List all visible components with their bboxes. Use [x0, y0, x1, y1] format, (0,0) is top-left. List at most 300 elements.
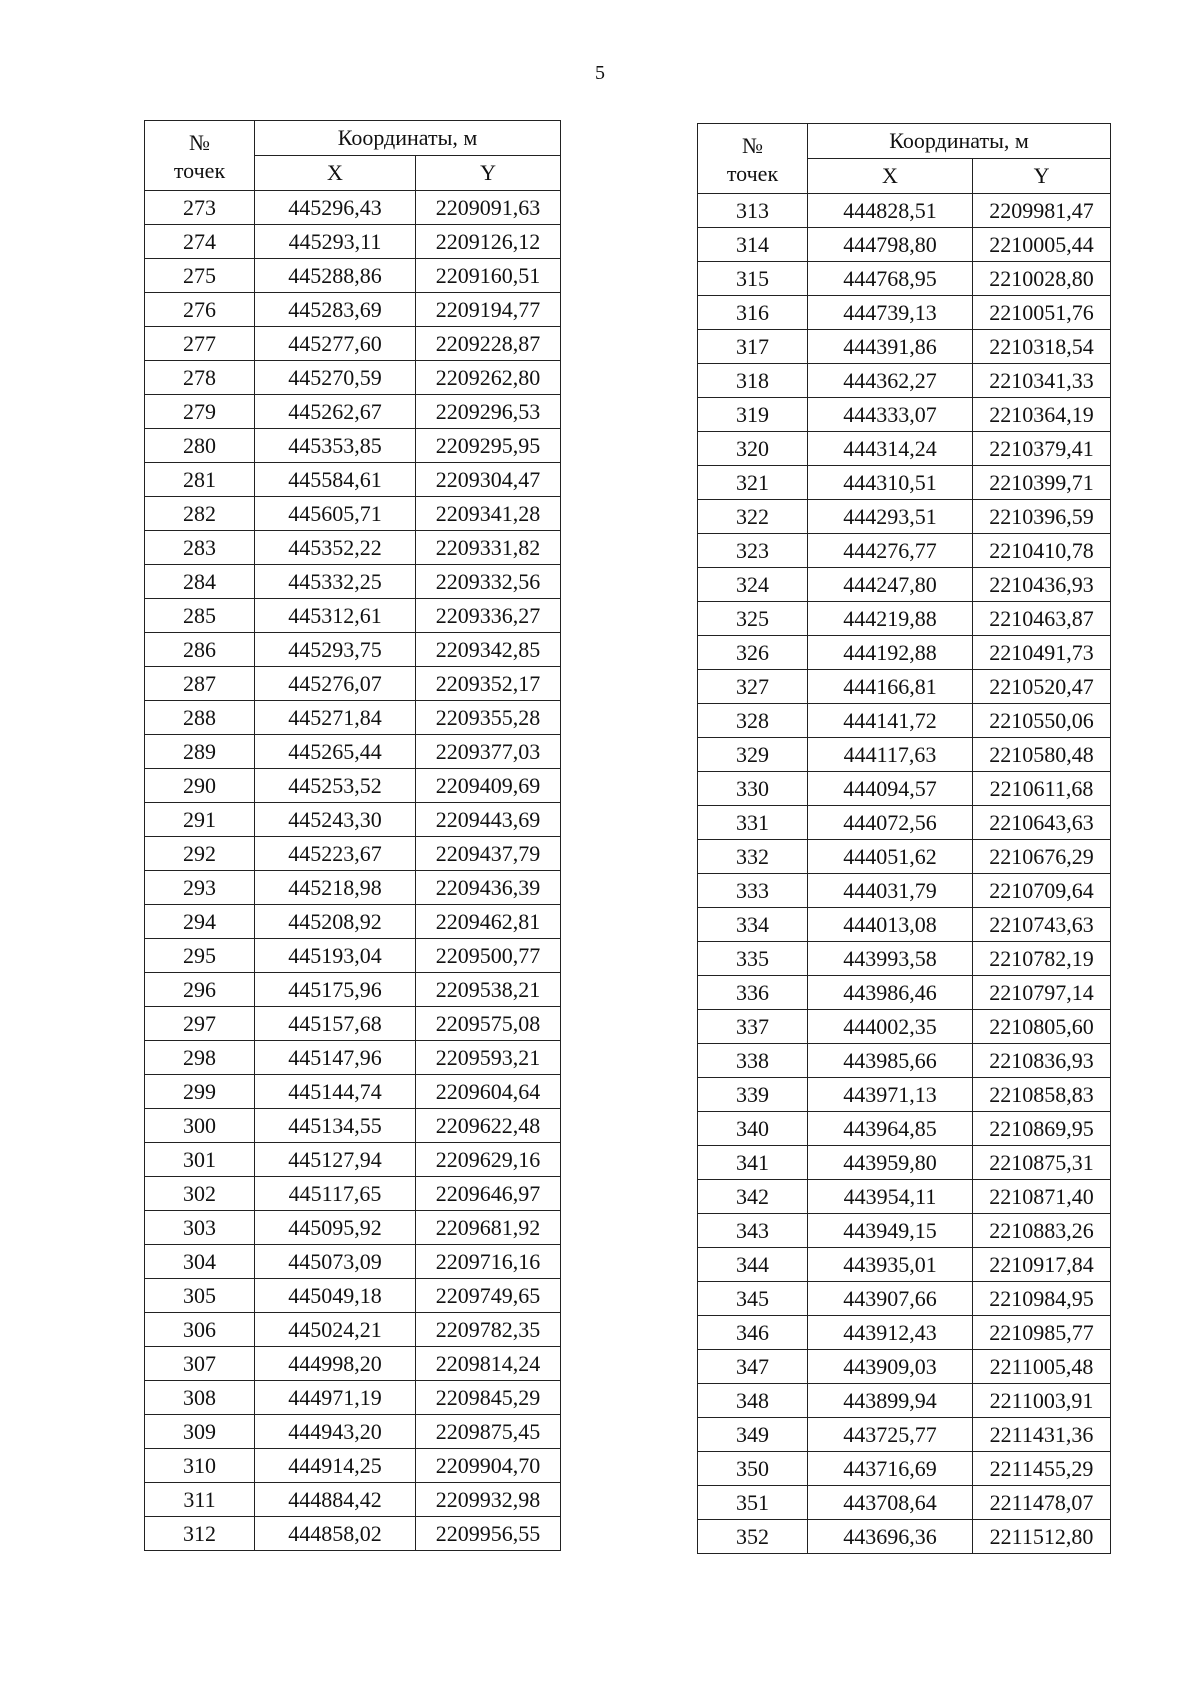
- point-number-cell: 316: [698, 296, 808, 330]
- y-coordinate-cell: 2209462,81: [416, 905, 561, 939]
- x-coordinate-cell: 445605,71: [255, 497, 416, 531]
- point-number-cell: 294: [145, 905, 255, 939]
- point-number-cell: 352: [698, 1520, 808, 1554]
- point-number-cell: 282: [145, 497, 255, 531]
- point-number-cell: 283: [145, 531, 255, 565]
- x-coordinate-cell: 443935,01: [808, 1248, 973, 1282]
- x-coordinate-cell: 445332,25: [255, 565, 416, 599]
- y-coordinate-cell: 2210782,19: [973, 942, 1111, 976]
- table-row: [145, 1041, 561, 1075]
- point-number-cell: 325: [698, 602, 808, 636]
- table-row: [698, 500, 1111, 534]
- table-row: [145, 1143, 561, 1177]
- y-coordinate-cell: 2210883,26: [973, 1214, 1111, 1248]
- point-number-cell: 311: [145, 1483, 255, 1517]
- x-coordinate-cell: 445134,55: [255, 1109, 416, 1143]
- y-coordinate-cell: 2209304,47: [416, 463, 561, 497]
- point-number-cell: 349: [698, 1418, 808, 1452]
- point-number-cell: 307: [145, 1347, 255, 1381]
- x-coordinate-cell: 445293,75: [255, 633, 416, 667]
- point-number-cell: 284: [145, 565, 255, 599]
- x-coordinate-cell: 445283,69: [255, 293, 416, 327]
- point-number-cell: 300: [145, 1109, 255, 1143]
- table-row: [698, 466, 1111, 500]
- x-coordinate-cell: 445223,67: [255, 837, 416, 871]
- y-coordinate-cell: 2210858,83: [973, 1078, 1111, 1112]
- point-number-cell: 275: [145, 259, 255, 293]
- table-row: [145, 803, 561, 837]
- y-coordinate-cell: 2209622,48: [416, 1109, 561, 1143]
- y-coordinate-cell: 2209437,79: [416, 837, 561, 871]
- point-number-cell: 344: [698, 1248, 808, 1282]
- table-row: [698, 228, 1111, 262]
- point-number-cell: 301: [145, 1143, 255, 1177]
- table-row: [145, 599, 561, 633]
- coordinates-table-left: [144, 120, 561, 1551]
- point-number-cell: 304: [145, 1245, 255, 1279]
- point-number-cell: 274: [145, 225, 255, 259]
- point-number-cell: 309: [145, 1415, 255, 1449]
- table-row: [145, 1483, 561, 1517]
- table-row: [698, 1146, 1111, 1180]
- y-coordinate-cell: 2210869,95: [973, 1112, 1111, 1146]
- point-number-cell: 296: [145, 973, 255, 1007]
- point-number-cell: 338: [698, 1044, 808, 1078]
- table-row: [698, 1452, 1111, 1486]
- y-coordinate-cell: 2209091,63: [416, 191, 561, 225]
- x-coordinate-cell: 443985,66: [808, 1044, 973, 1078]
- x-coordinate-cell: 444828,51: [808, 194, 973, 228]
- y-coordinate-cell: 2209875,45: [416, 1415, 561, 1449]
- point-number-cell: 314: [698, 228, 808, 262]
- point-number-cell: 312: [145, 1517, 255, 1551]
- x-coordinate-cell: 445127,94: [255, 1143, 416, 1177]
- x-coordinate-cell: 445024,21: [255, 1313, 416, 1347]
- table-row: [145, 361, 561, 395]
- x-coordinate-cell: 443993,58: [808, 942, 973, 976]
- y-coordinate-cell: 2209646,97: [416, 1177, 561, 1211]
- table-row: [145, 837, 561, 871]
- table-row: [698, 806, 1111, 840]
- x-coordinate-cell: 443959,80: [808, 1146, 973, 1180]
- x-coordinate-cell: 445288,86: [255, 259, 416, 293]
- y-coordinate-cell: 2209716,16: [416, 1245, 561, 1279]
- point-number-cell: 288: [145, 701, 255, 735]
- x-coordinate-cell: 445117,65: [255, 1177, 416, 1211]
- point-number-cell: 290: [145, 769, 255, 803]
- y-coordinate-cell: 2209336,27: [416, 599, 561, 633]
- y-coordinate-cell: 2210797,14: [973, 976, 1111, 1010]
- table-row: [145, 1415, 561, 1449]
- table-row: [698, 262, 1111, 296]
- y-coordinate-cell: 2209904,70: [416, 1449, 561, 1483]
- point-number-cell: 295: [145, 939, 255, 973]
- point-number-header: [145, 121, 255, 191]
- point-number-cell: 339: [698, 1078, 808, 1112]
- point-number-cell: 315: [698, 262, 808, 296]
- x-coordinate-cell: 444247,80: [808, 568, 973, 602]
- table-row: [145, 1347, 561, 1381]
- table-row: [145, 905, 561, 939]
- table-row: [698, 738, 1111, 772]
- table-row: [145, 701, 561, 735]
- table-row: [145, 293, 561, 327]
- point-number-cell: 323: [698, 534, 808, 568]
- x-coordinate-cell: 443899,94: [808, 1384, 973, 1418]
- point-number-cell: 317: [698, 330, 808, 364]
- table-row: [698, 976, 1111, 1010]
- y-coordinate-cell: 2210005,44: [973, 228, 1111, 262]
- point-number-cell: 345: [698, 1282, 808, 1316]
- point-number-cell: 329: [698, 738, 808, 772]
- y-coordinate-cell: 2211512,80: [973, 1520, 1111, 1554]
- y-coordinate-cell: 2210410,78: [973, 534, 1111, 568]
- table-row: [698, 1384, 1111, 1418]
- point-number-cell: 293: [145, 871, 255, 905]
- table-row: [698, 704, 1111, 738]
- x-coordinate-cell: 444798,80: [808, 228, 973, 262]
- point-number-cell: 322: [698, 500, 808, 534]
- point-number-cell: 319: [698, 398, 808, 432]
- table-row: [145, 633, 561, 667]
- table-row: [698, 1418, 1111, 1452]
- y-coordinate-cell: 2210985,77: [973, 1316, 1111, 1350]
- x-coordinate-cell: 445293,11: [255, 225, 416, 259]
- y-coordinate-cell: 2209377,03: [416, 735, 561, 769]
- point-number-cell: 320: [698, 432, 808, 466]
- x-coordinate-cell: 443912,43: [808, 1316, 973, 1350]
- table-row: [145, 1007, 561, 1041]
- x-coordinate-cell: 445144,74: [255, 1075, 416, 1109]
- x-header: X: [808, 159, 973, 194]
- y-coordinate-cell: 2209500,77: [416, 939, 561, 973]
- y-coordinate-cell: 2210364,19: [973, 398, 1111, 432]
- point-number-cell: 289: [145, 735, 255, 769]
- point-number-cell: 336: [698, 976, 808, 1010]
- y-coordinate-cell: 2209538,21: [416, 973, 561, 1007]
- y-coordinate-cell: 2209443,69: [416, 803, 561, 837]
- point-number-cell: 306: [145, 1313, 255, 1347]
- x-coordinate-cell: 445095,92: [255, 1211, 416, 1245]
- table-row: [698, 874, 1111, 908]
- x-coordinate-cell: 443716,69: [808, 1452, 973, 1486]
- y-header: Y: [973, 159, 1111, 194]
- point-number-cell: 281: [145, 463, 255, 497]
- x-coordinate-cell: 445049,18: [255, 1279, 416, 1313]
- y-coordinate-cell: 2210743,63: [973, 908, 1111, 942]
- table-row: [698, 568, 1111, 602]
- table-row: [698, 194, 1111, 228]
- table-row: [698, 772, 1111, 806]
- x-coordinate-cell: 444310,51: [808, 466, 973, 500]
- table-row: [698, 1010, 1111, 1044]
- point-number-cell: 351: [698, 1486, 808, 1520]
- coordinates-header: Координаты, м: [808, 124, 1111, 159]
- y-coordinate-cell: 2210028,80: [973, 262, 1111, 296]
- y-coordinate-cell: 2209262,80: [416, 361, 561, 395]
- point-number-symbol: №: [189, 130, 210, 155]
- point-number-cell: 342: [698, 1180, 808, 1214]
- x-coordinate-cell: 443964,85: [808, 1112, 973, 1146]
- x-coordinate-cell: 444013,08: [808, 908, 973, 942]
- table-row: [698, 1316, 1111, 1350]
- point-number-cell: 332: [698, 840, 808, 874]
- y-coordinate-cell: 2209342,85: [416, 633, 561, 667]
- point-number-cell: 287: [145, 667, 255, 701]
- y-coordinate-cell: 2209332,56: [416, 565, 561, 599]
- x-coordinate-cell: 444031,79: [808, 874, 973, 908]
- x-coordinate-cell: 445277,60: [255, 327, 416, 361]
- table-row: [145, 1517, 561, 1551]
- table-row: [698, 330, 1111, 364]
- x-coordinate-cell: 444192,88: [808, 636, 973, 670]
- table-row: [698, 398, 1111, 432]
- table-row: [698, 534, 1111, 568]
- table-row: [145, 769, 561, 803]
- x-coordinate-cell: 444314,24: [808, 432, 973, 466]
- table-row: [145, 1313, 561, 1347]
- y-coordinate-cell: 2209782,35: [416, 1313, 561, 1347]
- table-row: [698, 1044, 1111, 1078]
- y-coordinate-cell: 2210318,54: [973, 330, 1111, 364]
- x-coordinate-cell: 445271,84: [255, 701, 416, 735]
- x-coordinate-cell: 444141,72: [808, 704, 973, 738]
- y-coordinate-cell: 2209228,87: [416, 327, 561, 361]
- y-header: Y: [416, 156, 561, 191]
- y-coordinate-cell: 2209845,29: [416, 1381, 561, 1415]
- table-row: [145, 1177, 561, 1211]
- point-number-cell: 347: [698, 1350, 808, 1384]
- x-coordinate-cell: 445218,98: [255, 871, 416, 905]
- y-coordinate-cell: 2209160,51: [416, 259, 561, 293]
- point-number-symbol: №: [742, 133, 763, 158]
- x-coordinate-cell: 443986,46: [808, 976, 973, 1010]
- point-number-cell: 350: [698, 1452, 808, 1486]
- point-number-cell: 310: [145, 1449, 255, 1483]
- point-number-cell: 331: [698, 806, 808, 840]
- point-number-cell: 280: [145, 429, 255, 463]
- x-coordinate-cell: 445270,59: [255, 361, 416, 395]
- x-coordinate-cell: 444002,35: [808, 1010, 973, 1044]
- point-number-cell: 348: [698, 1384, 808, 1418]
- y-coordinate-cell: 2210871,40: [973, 1180, 1111, 1214]
- table-row: [698, 432, 1111, 466]
- y-coordinate-cell: 2209126,12: [416, 225, 561, 259]
- y-coordinate-cell: 2210463,87: [973, 602, 1111, 636]
- table-row: [145, 1381, 561, 1415]
- x-coordinate-cell: 444276,77: [808, 534, 973, 568]
- table-row: [698, 1214, 1111, 1248]
- point-number-word: точек: [173, 158, 226, 183]
- y-coordinate-cell: 2209341,28: [416, 497, 561, 531]
- y-coordinate-cell: 2210341,33: [973, 364, 1111, 398]
- x-coordinate-cell: 445353,85: [255, 429, 416, 463]
- point-number-cell: 346: [698, 1316, 808, 1350]
- point-number-cell: 299: [145, 1075, 255, 1109]
- x-coordinate-cell: 443725,77: [808, 1418, 973, 1452]
- point-number-cell: 328: [698, 704, 808, 738]
- y-coordinate-cell: 2209932,98: [416, 1483, 561, 1517]
- x-coordinate-cell: 445276,07: [255, 667, 416, 701]
- x-coordinate-cell: 445073,09: [255, 1245, 416, 1279]
- table-row: [698, 1486, 1111, 1520]
- point-number-cell: 335: [698, 942, 808, 976]
- x-coordinate-cell: 445262,67: [255, 395, 416, 429]
- x-coordinate-cell: 444166,81: [808, 670, 973, 704]
- table-row: [698, 1350, 1111, 1384]
- table-row: [698, 1282, 1111, 1316]
- y-coordinate-cell: 2209593,21: [416, 1041, 561, 1075]
- table-row: [145, 327, 561, 361]
- coordinates-table-right: [697, 123, 1111, 1554]
- point-number-cell: 341: [698, 1146, 808, 1180]
- y-coordinate-cell: 2209352,17: [416, 667, 561, 701]
- y-coordinate-cell: 2210491,73: [973, 636, 1111, 670]
- table-row: [698, 670, 1111, 704]
- table-row: [145, 1449, 561, 1483]
- table-row: [145, 939, 561, 973]
- x-coordinate-cell: 444362,27: [808, 364, 973, 398]
- y-coordinate-cell: 2209681,92: [416, 1211, 561, 1245]
- x-coordinate-cell: 445208,92: [255, 905, 416, 939]
- table-row: [145, 1245, 561, 1279]
- point-number-cell: 291: [145, 803, 255, 837]
- y-coordinate-cell: 2209296,53: [416, 395, 561, 429]
- point-number-cell: 303: [145, 1211, 255, 1245]
- table-row: [145, 225, 561, 259]
- y-coordinate-cell: 2209981,47: [973, 194, 1111, 228]
- x-coordinate-cell: 444998,20: [255, 1347, 416, 1381]
- point-number-cell: 292: [145, 837, 255, 871]
- point-number-cell: 327: [698, 670, 808, 704]
- point-number-cell: 343: [698, 1214, 808, 1248]
- table-row: [698, 296, 1111, 330]
- y-coordinate-cell: 2209604,64: [416, 1075, 561, 1109]
- x-header: X: [255, 156, 416, 191]
- point-number-cell: 318: [698, 364, 808, 398]
- coordinates-table-right-body: [698, 194, 1111, 1554]
- x-coordinate-cell: 445352,22: [255, 531, 416, 565]
- point-number-cell: 305: [145, 1279, 255, 1313]
- point-number-cell: 285: [145, 599, 255, 633]
- y-coordinate-cell: 2210611,68: [973, 772, 1111, 806]
- y-coordinate-cell: 2210709,64: [973, 874, 1111, 908]
- x-coordinate-cell: 445265,44: [255, 735, 416, 769]
- x-coordinate-cell: 444051,62: [808, 840, 973, 874]
- y-coordinate-cell: 2210520,47: [973, 670, 1111, 704]
- y-coordinate-cell: 2210875,31: [973, 1146, 1111, 1180]
- point-number-cell: 279: [145, 395, 255, 429]
- y-coordinate-cell: 2209409,69: [416, 769, 561, 803]
- y-coordinate-cell: 2209295,95: [416, 429, 561, 463]
- table-row: [145, 1279, 561, 1313]
- y-coordinate-cell: 2209194,77: [416, 293, 561, 327]
- point-number-cell: 324: [698, 568, 808, 602]
- x-coordinate-cell: 445193,04: [255, 939, 416, 973]
- table-row: [698, 1078, 1111, 1112]
- table-row: [145, 497, 561, 531]
- table-row: [145, 259, 561, 293]
- x-coordinate-cell: 445296,43: [255, 191, 416, 225]
- point-number-cell: 302: [145, 1177, 255, 1211]
- y-coordinate-cell: 2211431,36: [973, 1418, 1111, 1452]
- table-row: [145, 973, 561, 1007]
- y-coordinate-cell: 2209749,65: [416, 1279, 561, 1313]
- x-coordinate-cell: 444333,07: [808, 398, 973, 432]
- table-row: [698, 1248, 1111, 1282]
- x-coordinate-cell: 445584,61: [255, 463, 416, 497]
- point-number-cell: 278: [145, 361, 255, 395]
- y-coordinate-cell: 2210580,48: [973, 738, 1111, 772]
- point-number-cell: 334: [698, 908, 808, 942]
- point-number-cell: 277: [145, 327, 255, 361]
- y-coordinate-cell: 2211005,48: [973, 1350, 1111, 1384]
- point-number-cell: 273: [145, 191, 255, 225]
- x-coordinate-cell: 445312,61: [255, 599, 416, 633]
- y-coordinate-cell: 2210396,59: [973, 500, 1111, 534]
- table-row: [145, 463, 561, 497]
- table-row: [698, 364, 1111, 398]
- table-row: [698, 1520, 1111, 1554]
- table-row: [145, 531, 561, 565]
- y-coordinate-cell: 2209355,28: [416, 701, 561, 735]
- x-coordinate-cell: 444971,19: [255, 1381, 416, 1415]
- x-coordinate-cell: 443954,11: [808, 1180, 973, 1214]
- point-number-cell: 330: [698, 772, 808, 806]
- y-coordinate-cell: 2209956,55: [416, 1517, 561, 1551]
- y-coordinate-cell: 2210051,76: [973, 296, 1111, 330]
- x-coordinate-cell: 444884,42: [255, 1483, 416, 1517]
- table-row: [145, 667, 561, 701]
- point-number-cell: 297: [145, 1007, 255, 1041]
- table-row: [698, 840, 1111, 874]
- x-coordinate-cell: 444391,86: [808, 330, 973, 364]
- x-coordinate-cell: 444293,51: [808, 500, 973, 534]
- point-number-word: точек: [726, 161, 779, 186]
- x-coordinate-cell: 445243,30: [255, 803, 416, 837]
- coordinates-header: Координаты, м: [255, 121, 561, 156]
- point-number-cell: 276: [145, 293, 255, 327]
- y-coordinate-cell: 2209629,16: [416, 1143, 561, 1177]
- y-coordinate-cell: 2210550,06: [973, 704, 1111, 738]
- point-number-cell: 313: [698, 194, 808, 228]
- y-coordinate-cell: 2210805,60: [973, 1010, 1111, 1044]
- point-number-cell: 337: [698, 1010, 808, 1044]
- point-number-cell: 326: [698, 636, 808, 670]
- y-coordinate-cell: 2210917,84: [973, 1248, 1111, 1282]
- y-coordinate-cell: 2209331,82: [416, 531, 561, 565]
- table-row: [145, 191, 561, 225]
- y-coordinate-cell: 2211478,07: [973, 1486, 1111, 1520]
- x-coordinate-cell: 444739,13: [808, 296, 973, 330]
- page-number: 5: [595, 62, 605, 84]
- x-coordinate-cell: 445157,68: [255, 1007, 416, 1041]
- table-row: [145, 1109, 561, 1143]
- table-row: [145, 735, 561, 769]
- table-row: [698, 636, 1111, 670]
- x-coordinate-cell: 444219,88: [808, 602, 973, 636]
- point-number-cell: 298: [145, 1041, 255, 1075]
- y-coordinate-cell: 2210399,71: [973, 466, 1111, 500]
- table-row: [145, 1211, 561, 1245]
- x-coordinate-cell: 445175,96: [255, 973, 416, 1007]
- x-coordinate-cell: 445147,96: [255, 1041, 416, 1075]
- y-coordinate-cell: 2210379,41: [973, 432, 1111, 466]
- y-coordinate-cell: 2210643,63: [973, 806, 1111, 840]
- table-row: [698, 602, 1111, 636]
- point-number-cell: 321: [698, 466, 808, 500]
- table-row: [145, 1075, 561, 1109]
